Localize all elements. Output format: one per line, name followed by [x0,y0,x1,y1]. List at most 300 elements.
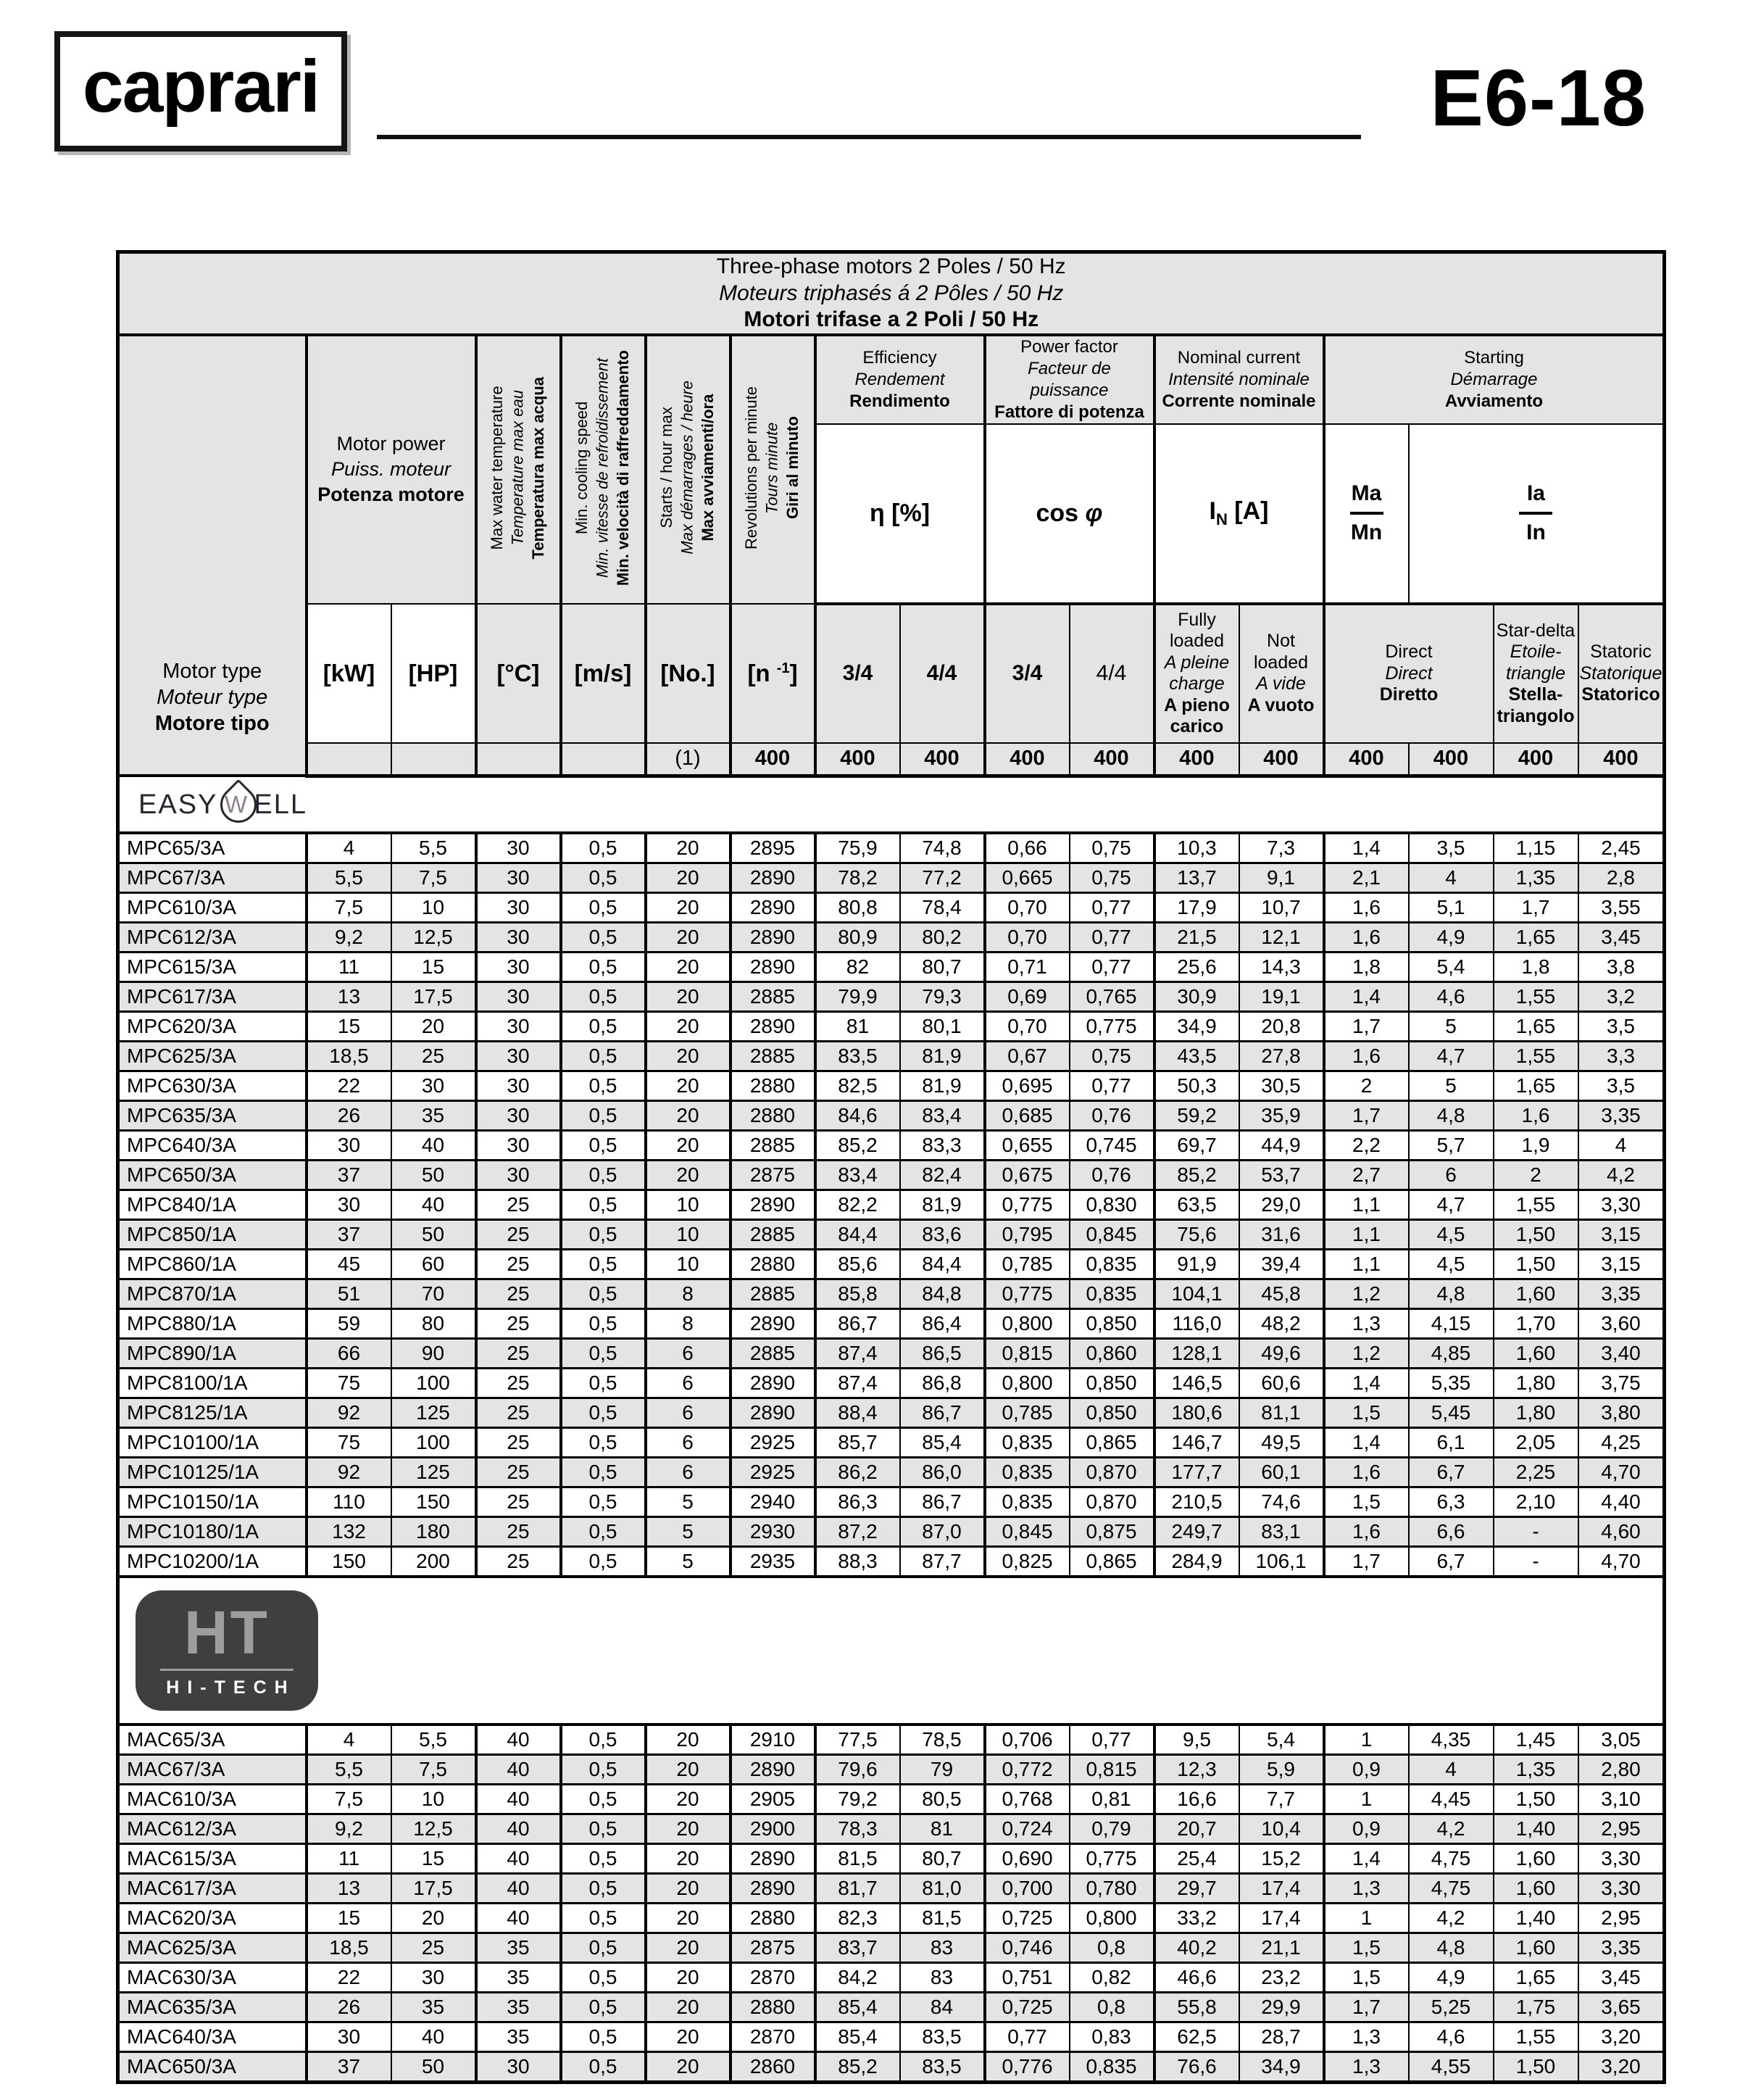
value-cell: 28,7 [1239,2022,1324,2051]
motor-power-it: Potenza motore [317,484,465,506]
table-row [118,1725,1665,1755]
sub-star-delta [1494,604,1578,743]
value-cell: 20 [646,2051,731,2082]
header-motor-power [307,335,476,604]
value-cell: 20 [646,1784,731,1814]
value-cell: 81,9 [900,1041,985,1071]
value-cell: 82,4 [900,1160,985,1190]
value-cell: 1,6 [1324,922,1409,952]
voltage-cell: 400 [1324,743,1409,776]
table-row [118,1100,1665,1130]
value-cell: 85,2 [815,2051,900,2082]
value-cell: 4,40 [1578,1487,1665,1516]
value-cell: 0,69 [985,981,1070,1011]
value-cell: 20 [646,1903,731,1933]
table-row [118,1279,1665,1308]
not-loaded-fr: A vide [1256,673,1306,694]
value-cell: 0,5 [561,1962,646,1992]
value-cell: 3,20 [1578,2051,1665,2082]
table-row [118,2051,1665,2082]
value-cell: 34,9 [1154,1011,1239,1041]
value-cell: 21,1 [1239,1933,1324,1962]
value-cell: 39,4 [1239,1249,1324,1279]
value-cell: 60 [391,1249,476,1279]
hitech-section-cell [118,1577,1665,1725]
value-cell: 11 [307,952,391,981]
value-cell: 88,4 [815,1398,900,1427]
value-cell: 37 [307,1219,391,1249]
value-cell: 20 [646,833,731,863]
value-cell: 116,0 [1154,1308,1239,1338]
value-cell: 40 [476,1903,561,1933]
value-cell: 86,4 [900,1308,985,1338]
voltage-cell: 400 [731,743,815,776]
rotated-text [657,379,718,556]
value-cell: 0,690 [985,1843,1070,1873]
table-row [118,1041,1665,1071]
value-cell: 0,5 [561,892,646,922]
value-cell: 30 [476,1130,561,1160]
statoric-it: Statorico [1581,684,1660,705]
value-cell: 1,60 [1494,1873,1578,1903]
value-cell: 0,5 [561,1011,646,1041]
value-cell: 30 [476,952,561,981]
value-cell: 0,5 [561,833,646,863]
value-cell: 85,8 [815,1279,900,1308]
value-cell: 4 [307,1725,391,1755]
value-cell: 30 [476,1100,561,1130]
value-cell: 1,4 [1324,981,1409,1011]
table-row [118,1903,1665,1933]
value-cell: 2885 [731,1130,815,1160]
value-cell: 0,5 [561,922,646,952]
value-cell: 23,2 [1239,1962,1324,1992]
starting-en: Starting [1464,347,1524,368]
value-cell: 83,1 [1239,1516,1324,1546]
value-cell: 87,7 [900,1546,985,1577]
value-cell: 0,77 [1070,892,1154,922]
motor-type-cell: MPC890/1A [118,1338,307,1368]
motor-type-cell: MAC617/3A [118,1873,307,1903]
header-motor-type [118,335,307,776]
table-row [118,922,1665,952]
value-cell: 2875 [731,1160,815,1190]
value-cell: 3,10 [1578,1784,1665,1814]
table-row [118,952,1665,981]
motor-type-cell: MPC880/1A [118,1308,307,1338]
value-cell: 20 [646,1130,731,1160]
value-cell: 0,850 [1070,1308,1154,1338]
value-cell: 0,5 [561,1190,646,1219]
value-cell: 1,40 [1494,1814,1578,1843]
value-cell: 2890 [731,1011,815,1041]
value-cell: 0,815 [1070,1754,1154,1784]
value-cell: 30 [476,1160,561,1190]
value-cell: 2885 [731,1279,815,1308]
voltage-cell: 400 [900,743,985,776]
value-cell: 30 [476,2051,561,2082]
value-cell: 9,1 [1239,863,1324,892]
value-cell: 20,7 [1154,1814,1239,1843]
rpm-unit-close: ] [789,659,798,686]
value-cell: 0,5 [561,2022,646,2051]
value-cell: 0,5 [561,952,646,981]
value-cell: 2,05 [1494,1427,1578,1457]
value-cell: 80,8 [815,892,900,922]
value-cell: 7,5 [391,1754,476,1784]
value-cell: 1,3 [1324,1308,1409,1338]
value-cell: 4,9 [1409,1962,1494,1992]
starting-fr: Démarrage [1450,369,1538,389]
value-cell: 0,70 [985,1011,1070,1041]
value-cell: 2890 [731,1398,815,1427]
value-cell: 20 [646,1071,731,1100]
value-cell: 26 [307,1100,391,1130]
motor-power-fr: Puiss. moteur [330,458,451,481]
table-row [118,1160,1665,1190]
value-cell: 2 [1324,1071,1409,1100]
motor-type-cell: MPC630/3A [118,1071,307,1100]
value-cell: 75 [307,1427,391,1457]
value-cell: 44,9 [1239,1130,1324,1160]
value-cell: 4,7 [1409,1190,1494,1219]
value-cell: 15 [307,1903,391,1933]
value-cell: 4,70 [1578,1457,1665,1487]
table-row [118,1843,1665,1873]
value-cell: 78,2 [815,863,900,892]
value-cell: 13 [307,981,391,1011]
value-cell: 284,9 [1154,1546,1239,1577]
value-cell: 0,765 [1070,981,1154,1011]
value-cell: 25 [476,1279,561,1308]
value-cell: 0,5 [561,1100,646,1130]
motors-table [116,250,1666,2084]
value-cell: 78,3 [815,1814,900,1843]
value-cell: 20 [646,1100,731,1130]
value-cell: 0,780 [1070,1873,1154,1903]
value-cell: 30 [307,1130,391,1160]
value-cell: 82,2 [815,1190,900,1219]
value-cell: 4,15 [1409,1308,1494,1338]
value-cell: 5,9 [1239,1754,1324,1784]
table-row [118,1368,1665,1398]
value-cell: 0,5 [561,1457,646,1487]
value-cell: 4,5 [1409,1219,1494,1249]
power-factor-en: Power factor [1020,336,1118,357]
value-cell: 2,1 [1324,863,1409,892]
value-cell: 0,865 [1070,1427,1154,1457]
value-cell: 49,6 [1239,1338,1324,1368]
statoric-fr: Statorique [1579,663,1662,684]
value-cell: 1,5 [1324,1933,1409,1962]
value-cell: 0,860 [1070,1338,1154,1368]
value-cell: 83,5 [815,1041,900,1071]
motor-type-cell: MAC625/3A [118,1933,307,1962]
value-cell: 4,75 [1409,1843,1494,1873]
droplet-icon [214,781,257,829]
motor-type-cell: MPC640/3A [118,1130,307,1160]
value-cell: 5,4 [1239,1725,1324,1755]
value-cell: 0,775 [985,1279,1070,1308]
easywell-rows [118,776,1665,1577]
value-cell: 0,5 [561,1725,646,1755]
value-cell: 0,776 [985,2051,1070,2082]
value-cell: 1,50 [1494,2051,1578,2082]
value-cell: 1,8 [1494,952,1578,981]
header-ia-in [1409,424,1665,604]
value-cell: 29,7 [1154,1873,1239,1903]
value-cell: 4 [1578,1130,1665,1160]
value-cell: 0,830 [1070,1190,1154,1219]
value-cell: 80,2 [900,922,985,952]
value-cell: 100 [391,1368,476,1398]
value-cell: 2890 [731,922,815,952]
value-cell: 85,2 [815,1130,900,1160]
value-cell: 4,70 [1578,1546,1665,1577]
value-cell: 1,5 [1324,1962,1409,1992]
value-cell: 4,35 [1409,1725,1494,1755]
table-row [118,1754,1665,1784]
value-cell: 0,800 [985,1368,1070,1398]
value-cell: 1,3 [1324,1873,1409,1903]
value-cell: 1,7 [1324,1100,1409,1130]
star-delta-it: Stella-triangolo [1497,684,1575,726]
value-cell: 1,1 [1324,1249,1409,1279]
hitech-section-row [118,1577,1665,1725]
value-cell: 0,9 [1324,1754,1409,1784]
table-header [118,252,1665,776]
value-cell: 25 [476,1219,561,1249]
value-cell: 40 [391,1190,476,1219]
table-row [118,892,1665,922]
value-cell: 40,2 [1154,1933,1239,1962]
motor-type-cell: MPC10150/1A [118,1487,307,1516]
hitech-ht-text: HT [184,1598,270,1667]
starts-hour-fr: Max démarrages / heure [678,381,696,555]
value-cell: 59,2 [1154,1100,1239,1130]
value-cell: 1,35 [1494,863,1578,892]
motor-type-cell: MPC870/1A [118,1279,307,1308]
header-power-factor [985,335,1154,424]
value-cell: 1,6 [1324,1516,1409,1546]
value-cell: 5 [646,1516,731,1546]
value-cell: 25 [476,1516,561,1546]
cos-label: cos [1036,499,1086,527]
value-cell: 49,5 [1239,1427,1324,1457]
value-cell: 0,706 [985,1725,1070,1755]
motor-type-cell: MAC615/3A [118,1843,307,1873]
fully-loaded-it: A pieno carico [1164,694,1230,737]
value-cell: 2885 [731,981,815,1011]
value-cell: 0,835 [985,1457,1070,1487]
value-cell: 70 [391,1279,476,1308]
value-cell: 1,80 [1494,1398,1578,1427]
value-cell: 75 [307,1368,391,1398]
value-cell: 1,65 [1494,1962,1578,1992]
value-cell: 10 [646,1190,731,1219]
value-cell: 86,7 [900,1487,985,1516]
value-cell: 0,5 [561,2051,646,2082]
current-unit: [A] [1227,497,1269,526]
value-cell: 81,9 [900,1071,985,1100]
value-cell: 81 [900,1814,985,1843]
value-cell: 81,9 [900,1190,985,1219]
value-cell: 2870 [731,1962,815,1992]
value-cell: 87,0 [900,1516,985,1546]
value-cell: 6,1 [1409,1427,1494,1457]
value-cell: 84,6 [815,1100,900,1130]
value-cell: 128,1 [1154,1338,1239,1368]
value-cell: 35 [476,1933,561,1962]
value-cell: 29,9 [1239,1992,1324,2022]
value-cell: 30 [307,1190,391,1219]
value-cell: 10 [646,1249,731,1279]
value-cell: 25,6 [1154,952,1239,981]
value-cell: 125 [391,1457,476,1487]
value-cell: 0,5 [561,981,646,1011]
value-cell: 2870 [731,2022,815,2051]
value-cell: 1,6 [1324,1041,1409,1071]
value-cell: 1,3 [1324,2051,1409,2082]
units-header-row [118,604,1665,743]
title-it: Motori trifase a 2 Poli / 50 Hz [744,307,1039,332]
value-cell: 1,65 [1494,1011,1578,1041]
value-cell: 25 [476,1487,561,1516]
value-cell: 0,800 [985,1308,1070,1338]
header-nominal-current-symbol [1154,424,1324,604]
value-cell: 3,35 [1578,1279,1665,1308]
value-cell: 20 [646,922,731,952]
value-cell: 150 [307,1546,391,1577]
value-cell: 83 [900,1962,985,1992]
value-cell: 3,80 [1578,1398,1665,1427]
table-row [118,1933,1665,1962]
value-cell: 48,2 [1239,1308,1324,1338]
value-cell: 1,4 [1324,1427,1409,1457]
value-cell: 5,35 [1409,1368,1494,1398]
value-cell: 1,45 [1494,1725,1578,1755]
efficiency-fr: Rendement [854,369,945,389]
value-cell: 1,50 [1494,1784,1578,1814]
value-cell: 2905 [731,1784,815,1814]
motor-type-cell: MPC67/3A [118,863,307,892]
value-cell: 20 [646,1933,731,1962]
value-cell: 20 [646,863,731,892]
value-cell: 6,7 [1409,1457,1494,1487]
value-cell: 81,5 [815,1843,900,1873]
value-cell: 85,7 [815,1427,900,1457]
unit-rpm [731,604,815,743]
value-cell: 76,6 [1154,2051,1239,2082]
value-cell: 2875 [731,1933,815,1962]
value-cell: 2890 [731,1873,815,1903]
value-cell: 40 [476,1814,561,1843]
value-cell: 0,5 [561,1784,646,1814]
header-starting [1324,335,1665,424]
value-cell: 0,845 [985,1516,1070,1546]
motor-type-cell: MPC840/1A [118,1190,307,1219]
value-cell: 0,5 [561,1279,646,1308]
value-cell: 18,5 [307,1933,391,1962]
value-cell: 0,850 [1070,1368,1154,1398]
value-cell: 2880 [731,1249,815,1279]
value-cell: 0,835 [985,1487,1070,1516]
motor-type-cell: MPC860/1A [118,1249,307,1279]
value-cell: 66 [307,1338,391,1368]
nominal-current-en: Nominal current [1177,347,1301,368]
sub-statoric [1578,604,1665,743]
value-cell: 0,77 [1070,1725,1154,1755]
header-min-cooling-speed [561,335,646,604]
value-cell: 3,55 [1578,892,1665,922]
value-cell: 6,3 [1409,1487,1494,1516]
value-cell: 1 [1324,1784,1409,1814]
hitech-label: HI-TECH [166,1677,296,1698]
value-cell: 87,2 [815,1516,900,1546]
value-cell: 83 [900,1933,985,1962]
value-cell: 0,71 [985,952,1070,981]
value-cell: 4,25 [1578,1427,1665,1457]
value-cell: 62,5 [1154,2022,1239,2051]
value-cell: 15 [307,1011,391,1041]
value-cell: 77,2 [900,863,985,892]
title-row [118,252,1665,335]
hitech-rows [118,1577,1665,2083]
value-cell: 0,700 [985,1873,1070,1903]
value-cell: 4,9 [1409,922,1494,952]
value-cell: 6 [646,1338,731,1368]
value-cell: 6 [646,1457,731,1487]
value-cell: 1,55 [1494,1190,1578,1219]
value-cell: 11 [307,1843,391,1873]
value-cell: 0,665 [985,863,1070,892]
value-cell: 0,75 [1070,1041,1154,1071]
page-code: E6-18 [1430,54,1647,143]
value-cell: 81 [815,1011,900,1041]
value-cell: 90 [391,1338,476,1368]
value-cell: 83,7 [815,1933,900,1962]
table-title [118,252,1665,335]
motor-type-cell: MPC610/3A [118,892,307,922]
value-cell: 53,7 [1239,1160,1324,1190]
value-cell: 20 [646,1873,731,1903]
value-cell: 2885 [731,1041,815,1071]
nominal-current-fr: Intensité nominale [1168,369,1310,389]
rpm-unit-base: [n [747,659,777,686]
value-cell: 15 [391,1843,476,1873]
value-cell: 0,695 [985,1071,1070,1100]
value-cell: 13 [307,1873,391,1903]
value-cell: 0,5 [561,1487,646,1516]
value-cell: 86,5 [900,1338,985,1368]
value-cell: 77,5 [815,1725,900,1755]
value-cell: 7,3 [1239,833,1324,863]
value-cell: 20 [646,1011,731,1041]
value-cell: 0,815 [985,1338,1070,1368]
value-cell: 2880 [731,1071,815,1100]
value-cell: - [1494,1546,1578,1577]
value-cell: 2890 [731,1368,815,1398]
value-cell: 50 [391,1160,476,1190]
value-cell: 2890 [731,1308,815,1338]
value-cell: 33,2 [1154,1903,1239,1933]
value-cell: 35 [391,1100,476,1130]
value-cell: 86,3 [815,1487,900,1516]
value-cell: 20 [391,1011,476,1041]
starts-hour-it: Max avviamenti/ora [699,394,717,541]
value-cell: 180,6 [1154,1398,1239,1427]
value-cell: 79,2 [815,1784,900,1814]
